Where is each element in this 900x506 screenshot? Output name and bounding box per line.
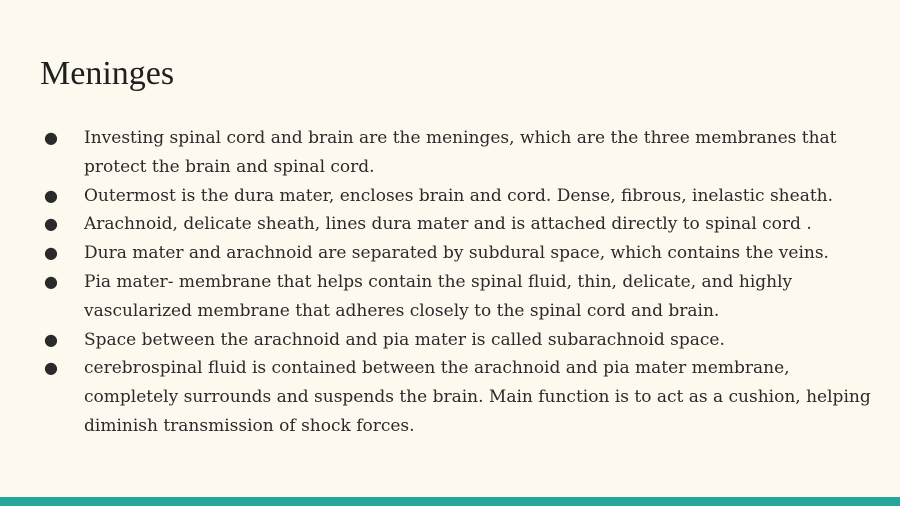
slide-title: Meninges: [40, 55, 175, 92]
bullet-icon: ●: [44, 358, 58, 378]
bottom-accent-bar: [0, 497, 900, 506]
list-item: [44, 182, 874, 211]
bullet-icon: ●: [44, 243, 58, 263]
bullet-text: cerebrospinal fluid is contained between the arachnoid and pia mater membrane, completely surrounds and suspends the brain. Main function is to act as a cushion, helping diminish transmission of shock forces.: [84, 358, 871, 436]
bullet-icon: ●: [44, 185, 58, 205]
list-item: [44, 210, 874, 239]
bullet-text: Outermost is the dura mater, encloses brain and cord. Dense, fibrous, inelastic sheath.: [84, 185, 834, 206]
list-item: [44, 326, 874, 355]
bullet-text: Arachnoid, delicate sheath, lines dura mater and is attached directly to spinal cord .: [84, 214, 812, 235]
bullet-icon: ●: [44, 214, 58, 234]
bullet-text: Pia mater- membrane that helps contain the spinal fluid, thin, delicate, and highly vascularized membrane that adheres closely to the spinal cord and brain.: [84, 271, 793, 321]
bullet-text: Space between the arachnoid and pia mater is called subarachnoid space.: [84, 329, 725, 350]
bullet-text: Investing spinal cord and brain are the meninges, which are the three membranes that protect the brain and spinal cord.: [84, 128, 837, 177]
list-item: [44, 354, 874, 440]
bullet-list: [44, 124, 874, 441]
list-item: [44, 124, 874, 182]
bullet-icon: ●: [44, 271, 58, 291]
list-item: [44, 268, 874, 326]
bullet-icon: ●: [44, 329, 58, 349]
bullet-text: Dura mater and arachnoid are separated by subdural space, which contains the veins.: [84, 243, 829, 264]
bullet-icon: ●: [44, 128, 58, 147]
list-item: [44, 239, 874, 268]
